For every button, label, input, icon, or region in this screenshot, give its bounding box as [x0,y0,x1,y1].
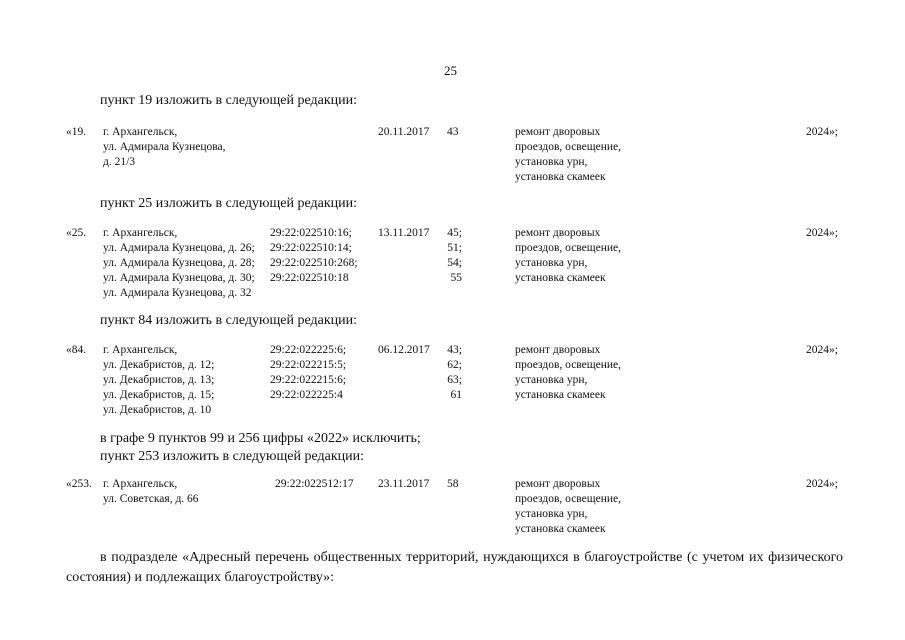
heading-points-99-256: в графе 9 пунктов 99 и 256 цифры «2022» исключить; [100,431,421,446]
row-25-date: 13.11.2017 [378,227,430,239]
row-84-year: 2024»; [806,344,838,356]
row-25-address: г. Архангельск, ул. Адмирала Кузнецова, д. 26; ул. Адмирала Кузнецова, д. 28; ул. Адмирала Кузнецова, д. 30; ул. Адмирала Кузнецова, д. 32 [103,227,255,299]
row-253-date: 23.11.2017 [378,478,430,490]
row-253-count: 58 [447,478,459,490]
row-25-cadastral: 29:22:022510:16; 29:22:022510:14; 29:22:022510:268; 29:22:022510:18 [270,227,358,284]
row-84-number: «84. [66,344,87,356]
heading-point-19: пункт 19 изложить в следующей редакции: [100,93,357,108]
row-25-year: 2024»; [806,227,838,239]
row-84-address: г. Архангельск, ул. Декабристов, д. 12; ул. Декабристов, д. 13; ул. Декабристов, д. 15; ул. Декабристов, д. 10 [103,344,215,416]
row-25-count: 45; 51; 54; 55 [447,227,462,284]
heading-point-84: пункт 84 изложить в следующей редакции: [100,313,357,328]
row-253-works: ремонт дворовых проездов, освещение, установка урн, установка скамеек [515,478,622,535]
row-19-works: ремонт дворовых проездов, освещение, установка урн, установка скамеек [515,126,622,183]
row-25-number: «25. [66,227,87,239]
row-84-date: 06.12.2017 [378,344,430,356]
row-253-year: 2024»; [806,478,838,490]
row-253-cadastral: 29:22:022512:17 [275,478,354,490]
row-19-count: 43 [447,126,459,138]
heading-point-25: пункт 25 изложить в следующей редакции: [100,196,357,211]
row-19-number: «19. [66,126,87,138]
row-253-number: «253. [66,478,92,490]
row-19-address: г. Архангельск, ул. Адмирала Кузнецова, д. 21/3 [103,126,226,168]
final-paragraph: в подразделе «Адресный перечень общественных территорий, нуждающихся в благоустройстве (с учетом их физического состояния) и подлежащих благоустройству»: [66,550,843,585]
row-84-works: ремонт дворовых проездов, освещение, установка урн, установка скамеек [515,344,622,401]
row-19-year: 2024»; [806,126,838,138]
row-19-date: 20.11.2017 [378,126,430,138]
row-25-works: ремонт дворовых проездов, освещение, установка урн, установка скамеек [515,227,622,284]
row-84-count: 43; 62; 63; 61 [447,344,462,401]
row-84-cadastral: 29:22:022225:6; 29:22:022215:5; 29:22:022215:6; 29:22:022225:4 [270,344,347,401]
page-number: 25 [444,63,457,78]
heading-point-253: пункт 253 изложить в следующей редакции: [100,449,364,464]
row-253-address: г. Архангельск, ул. Советская, д. 66 [103,478,199,505]
